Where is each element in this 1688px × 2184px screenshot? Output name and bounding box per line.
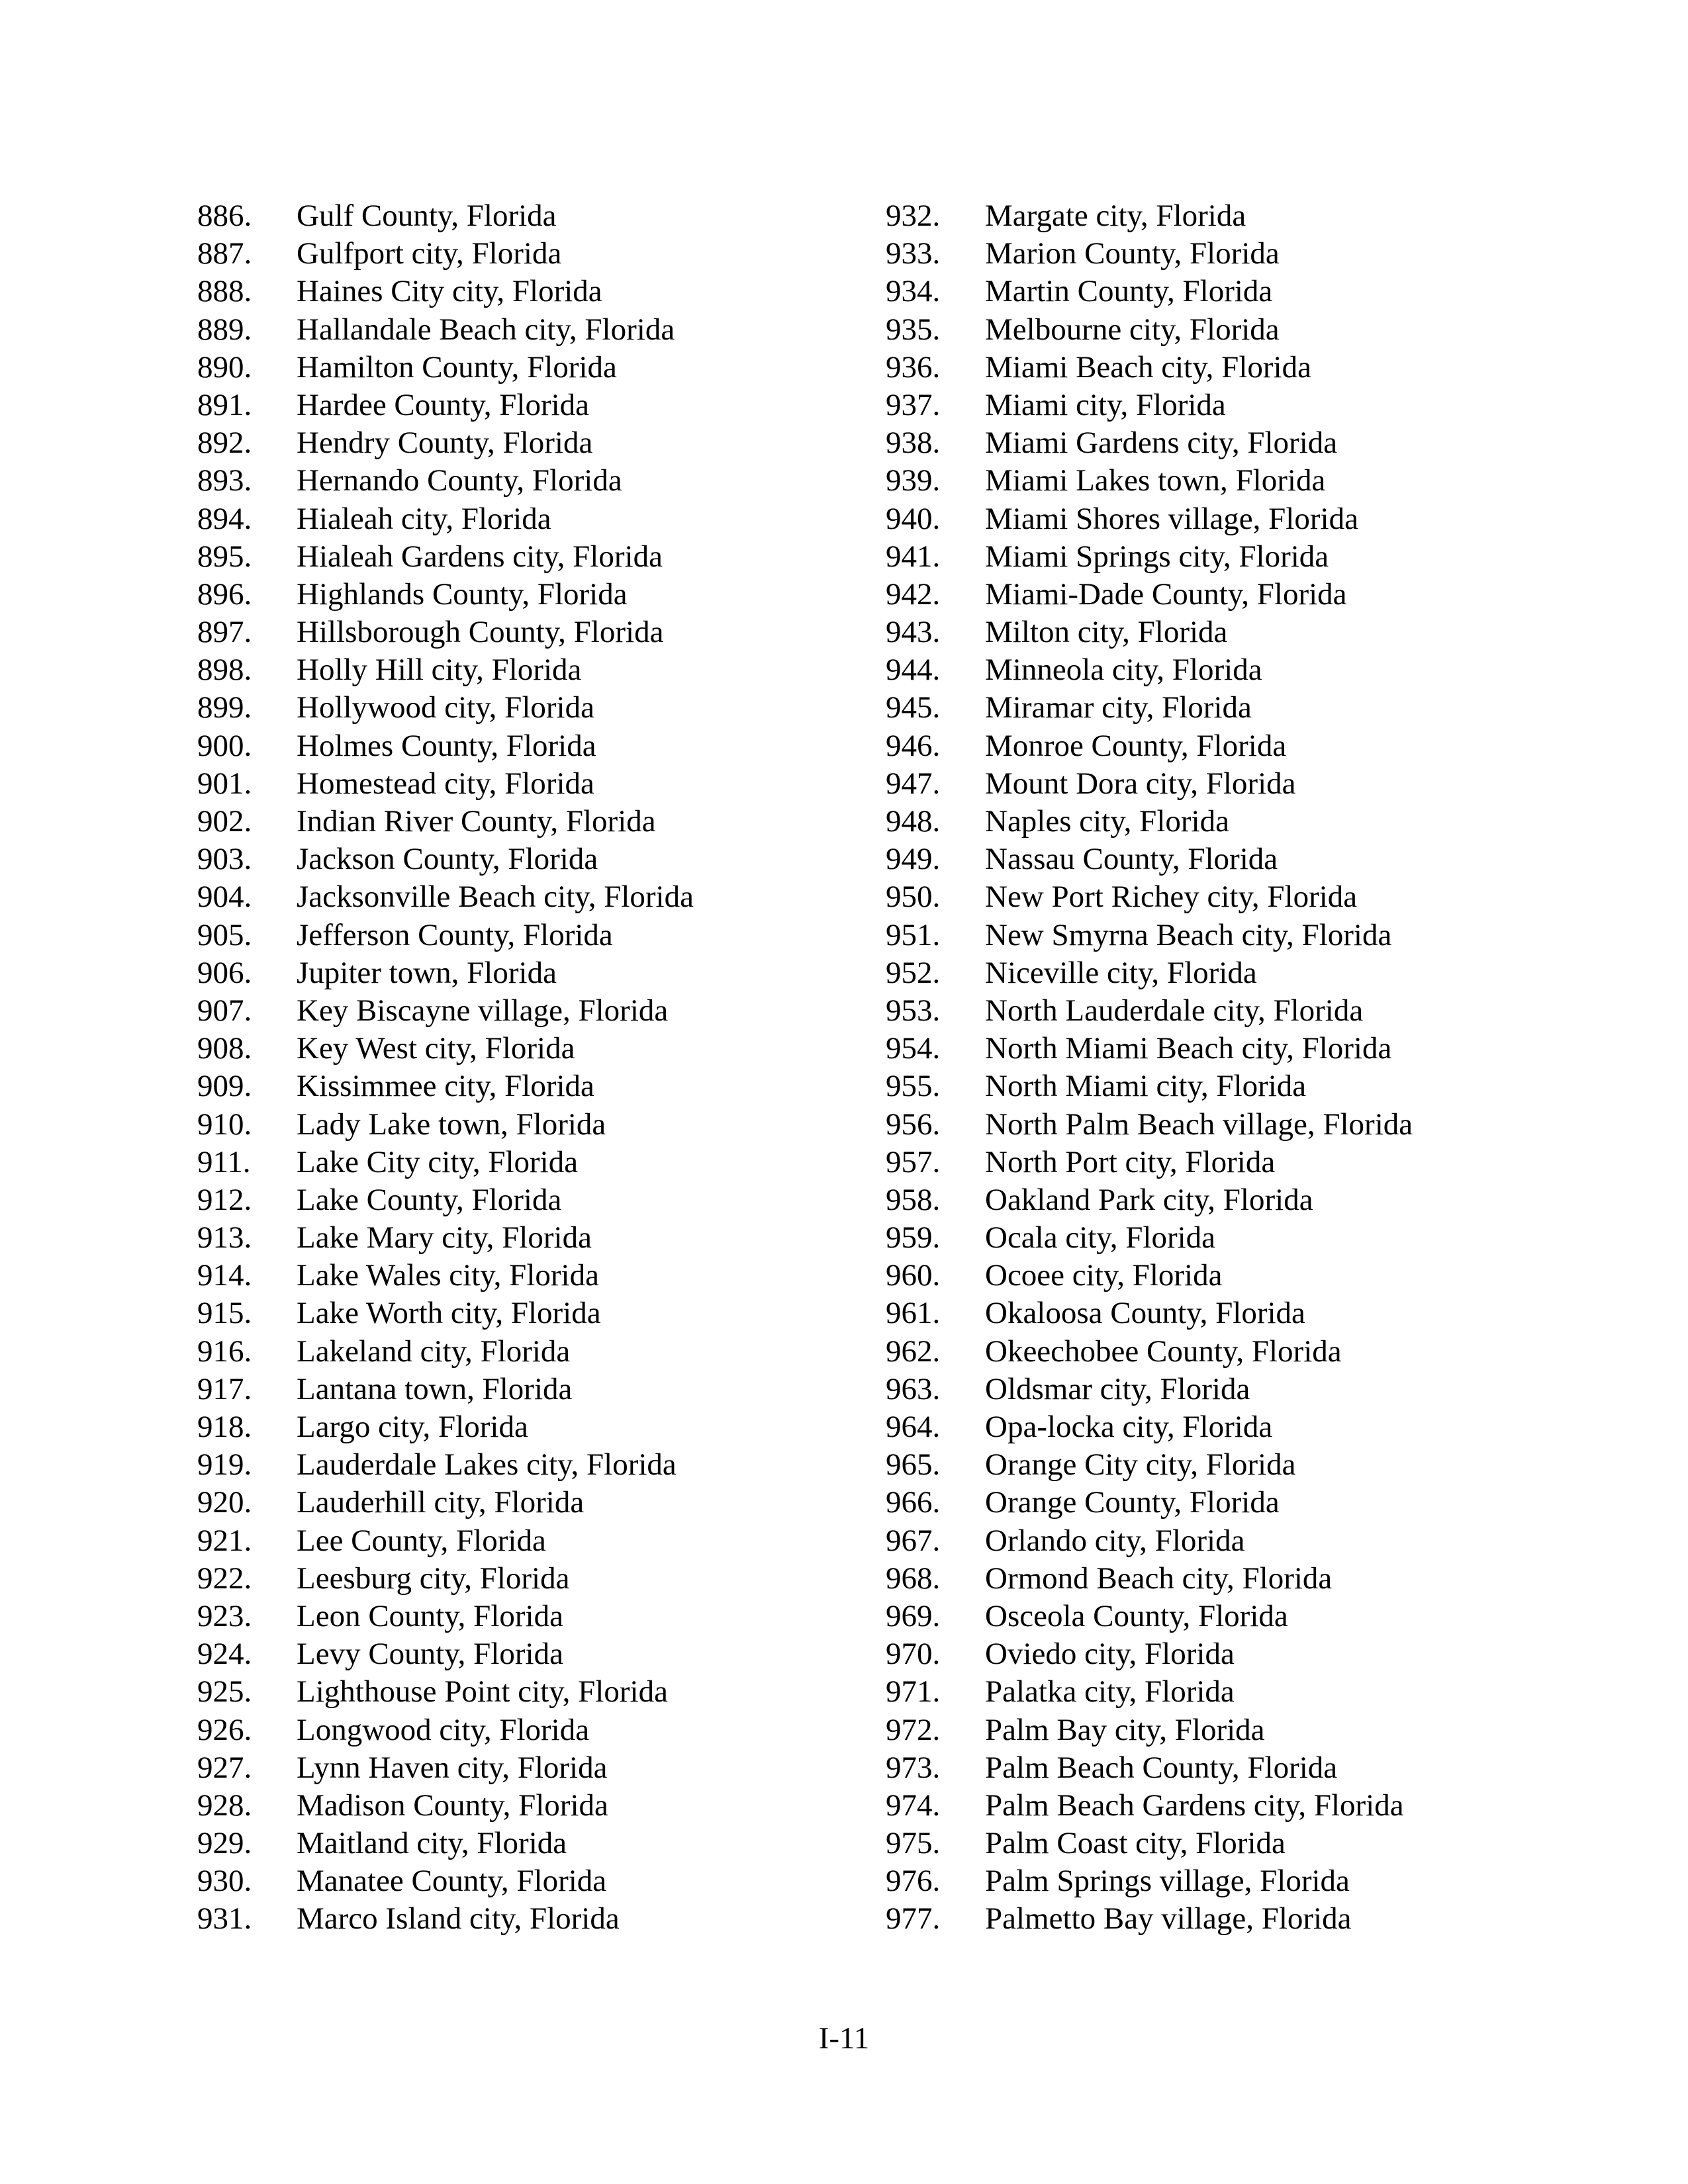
item-number: 918.	[197, 1410, 252, 1444]
list-item	[197, 1446, 859, 1484]
item-number: 886.	[197, 199, 252, 233]
item-number: 943.	[886, 615, 941, 650]
item-name: Lee County, Florida	[297, 1523, 546, 1558]
item-name: Miramar city, Florida	[985, 690, 1252, 725]
item-name: Leon County, Florida	[297, 1598, 563, 1633]
item-number: 974.	[886, 1788, 941, 1823]
list-item	[886, 1522, 1548, 1560]
item-name: Hardee County, Florida	[297, 387, 590, 422]
item-number: 908.	[197, 1031, 252, 1066]
item-number: 906.	[197, 955, 252, 990]
list-item	[886, 1598, 1548, 1635]
list-item	[197, 387, 859, 424]
item-number: 947.	[886, 766, 941, 801]
list-item	[197, 992, 859, 1030]
item-name: Ormond Beach city, Florida	[985, 1561, 1333, 1596]
item-name: Miami Lakes town, Florida	[985, 463, 1326, 498]
list-item	[886, 538, 1548, 576]
list-item	[886, 197, 1548, 235]
item-name: Orange County, Florida	[985, 1485, 1280, 1520]
item-name: Jackson County, Florida	[297, 842, 598, 877]
item-number: 969.	[886, 1598, 941, 1633]
list-item	[886, 1560, 1548, 1598]
item-name: Okaloosa County, Florida	[985, 1296, 1305, 1331]
item-name: Lady Lake town, Florida	[297, 1107, 606, 1142]
item-number: 900.	[197, 728, 252, 763]
item-number: 903.	[197, 842, 252, 877]
item-name: Homestead city, Florida	[297, 766, 594, 801]
item-name: Lynn Haven city, Florida	[297, 1750, 608, 1785]
item-number: 895.	[197, 539, 252, 574]
item-name: Margate city, Florida	[985, 199, 1246, 233]
list-item	[197, 538, 859, 576]
list-item	[197, 1144, 859, 1181]
item-name: Jacksonville Beach city, Florida	[297, 880, 694, 915]
list-item	[886, 1030, 1548, 1068]
item-name: Oldsmar city, Florida	[985, 1371, 1250, 1406]
item-number: 894.	[197, 501, 252, 536]
item-name: Indian River County, Florida	[297, 804, 656, 839]
item-number: 920.	[197, 1485, 252, 1520]
item-number: 914.	[197, 1258, 252, 1293]
item-name: Lake City city, Florida	[297, 1144, 579, 1179]
item-name: Lauderdale Lakes city, Florida	[297, 1447, 677, 1482]
list-item	[886, 1900, 1548, 1938]
list-item	[197, 273, 859, 310]
item-name: Miami Beach city, Florida	[985, 349, 1311, 385]
list-item	[197, 462, 859, 500]
list-item	[886, 1787, 1548, 1825]
list-item	[197, 1181, 859, 1219]
item-number: 888.	[197, 274, 252, 309]
item-number: 932.	[886, 199, 941, 233]
list-item	[886, 1749, 1548, 1787]
item-number: 905.	[197, 917, 252, 952]
item-number: 916.	[197, 1334, 252, 1369]
item-number: 941.	[886, 539, 941, 574]
list-item	[197, 1371, 859, 1408]
item-name: Marco Island city, Florida	[297, 1901, 620, 1936]
item-name: Niceville city, Florida	[985, 955, 1257, 990]
item-number: 917.	[197, 1371, 252, 1406]
item-number: 948.	[886, 804, 941, 839]
item-name: Gulf County, Florida	[297, 199, 557, 233]
item-number: 962.	[886, 1334, 941, 1369]
item-number: 940.	[886, 501, 941, 536]
item-number: 890.	[197, 349, 252, 385]
item-number: 927.	[197, 1750, 252, 1785]
item-name: Martin County, Florida	[985, 274, 1273, 309]
item-number: 968.	[886, 1561, 941, 1596]
item-number: 925.	[197, 1674, 252, 1709]
list-item	[886, 1219, 1548, 1257]
list-item	[886, 462, 1548, 500]
list-item	[886, 1408, 1548, 1446]
list-item	[886, 651, 1548, 689]
item-number: 930.	[197, 1864, 252, 1899]
item-name: Key West city, Florida	[297, 1031, 575, 1066]
item-name: Miami city, Florida	[985, 387, 1226, 422]
item-number: 902.	[197, 804, 252, 839]
item-number: 949.	[886, 842, 941, 877]
list-item	[197, 1635, 859, 1673]
item-number: 960.	[886, 1258, 941, 1293]
item-name: Palatka city, Florida	[985, 1674, 1235, 1709]
list-item	[197, 878, 859, 916]
item-number: 971.	[886, 1674, 941, 1709]
item-name: Lake County, Florida	[297, 1182, 562, 1217]
item-name: Hillsborough County, Florida	[297, 615, 664, 650]
item-name: Lighthouse Point city, Florida	[297, 1674, 668, 1709]
list-item	[886, 349, 1548, 387]
item-name: Largo city, Florida	[297, 1410, 528, 1444]
list-item	[886, 576, 1548, 614]
item-number: 963.	[886, 1371, 941, 1406]
item-number: 956.	[886, 1107, 941, 1142]
item-number: 893.	[197, 463, 252, 498]
item-number: 942.	[886, 576, 941, 612]
item-name: Osceola County, Florida	[985, 1598, 1288, 1633]
item-name: New Smyrna Beach city, Florida	[985, 917, 1392, 952]
item-number: 928.	[197, 1788, 252, 1823]
item-number: 959.	[886, 1220, 941, 1255]
item-number: 976.	[886, 1864, 941, 1899]
item-name: Maitland city, Florida	[297, 1826, 567, 1861]
item-number: 957.	[886, 1144, 941, 1179]
item-name: Palm Coast city, Florida	[985, 1826, 1286, 1861]
list-item	[886, 387, 1548, 424]
list-item	[886, 954, 1548, 992]
item-number: 953.	[886, 993, 941, 1028]
list-item	[197, 1749, 859, 1787]
item-name: Jupiter town, Florida	[297, 955, 557, 990]
item-number: 919.	[197, 1447, 252, 1482]
list-item	[886, 1106, 1548, 1144]
item-number: 915.	[197, 1296, 252, 1331]
list-item	[886, 1295, 1548, 1332]
item-name: Lakeland city, Florida	[297, 1334, 571, 1369]
list-item	[197, 954, 859, 992]
item-number: 946.	[886, 728, 941, 763]
item-number: 934.	[886, 274, 941, 309]
item-name: Hialeah Gardens city, Florida	[297, 539, 663, 574]
list-item	[197, 1711, 859, 1749]
item-number: 929.	[197, 1826, 252, 1861]
item-number: 901.	[197, 766, 252, 801]
list-item	[197, 1825, 859, 1862]
list-item	[886, 1144, 1548, 1181]
list-item	[197, 917, 859, 954]
item-name: Haines City city, Florida	[297, 274, 602, 309]
list-item	[886, 1068, 1548, 1105]
item-number: 911.	[197, 1144, 251, 1179]
item-name: Orlando city, Florida	[985, 1523, 1245, 1558]
item-name: Hallandale Beach city, Florida	[297, 312, 675, 347]
item-number: 967.	[886, 1523, 941, 1558]
list-item	[886, 1181, 1548, 1219]
list-item	[886, 765, 1548, 803]
item-name: Palm Bay city, Florida	[985, 1712, 1265, 1747]
item-name: Hernando County, Florida	[297, 463, 622, 498]
item-number: 899.	[197, 690, 252, 725]
list-item	[197, 1068, 859, 1105]
item-number: 923.	[197, 1598, 252, 1633]
list-item	[197, 803, 859, 841]
item-name: Palm Beach Gardens city, Florida	[985, 1788, 1404, 1823]
item-name: Lauderhill city, Florida	[297, 1485, 585, 1520]
item-name: Ocala city, Florida	[985, 1220, 1216, 1255]
item-number: 931.	[197, 1901, 252, 1936]
item-name: Holly Hill city, Florida	[297, 653, 582, 688]
item-number: 910.	[197, 1107, 252, 1142]
list-item	[197, 576, 859, 614]
item-number: 921.	[197, 1523, 252, 1558]
list-item	[886, 1484, 1548, 1522]
list-item	[886, 841, 1548, 878]
item-name: Gulfport city, Florida	[297, 236, 562, 271]
item-name: Madison County, Florida	[297, 1788, 608, 1823]
list-item	[197, 1333, 859, 1371]
item-name: Jefferson County, Florida	[297, 917, 613, 952]
item-number: 887.	[197, 236, 252, 271]
item-number: 933.	[886, 236, 941, 271]
item-number: 966.	[886, 1485, 941, 1520]
item-number: 892.	[197, 426, 252, 461]
list-item	[886, 689, 1548, 727]
right-column-list	[886, 197, 1548, 1938]
item-name: Palmetto Bay village, Florida	[985, 1901, 1352, 1936]
item-number: 936.	[886, 349, 941, 385]
item-number: 897.	[197, 615, 252, 650]
list-item	[886, 727, 1548, 765]
list-item	[197, 1219, 859, 1257]
item-number: 935.	[886, 312, 941, 347]
item-name: Mount Dora city, Florida	[985, 766, 1296, 801]
page-number: I-11	[818, 2021, 870, 2056]
item-name: Holmes County, Florida	[297, 728, 596, 763]
item-number: 907.	[197, 993, 252, 1028]
list-item	[197, 765, 859, 803]
item-name: Miami Springs city, Florida	[985, 539, 1329, 574]
item-number: 938.	[886, 426, 941, 461]
item-name: Palm Beach County, Florida	[985, 1750, 1338, 1785]
item-number: 972.	[886, 1712, 941, 1747]
list-item	[197, 689, 859, 727]
list-item	[886, 1862, 1548, 1900]
item-name: Hamilton County, Florida	[297, 349, 617, 385]
item-name: Oviedo city, Florida	[985, 1637, 1235, 1672]
item-name: Orange City city, Florida	[985, 1447, 1296, 1482]
list-item	[197, 727, 859, 765]
item-name: North Miami Beach city, Florida	[985, 1031, 1392, 1066]
list-item	[197, 614, 859, 651]
list-item	[886, 311, 1548, 349]
item-number: 937.	[886, 387, 941, 422]
list-item	[886, 803, 1548, 841]
item-name: Hendry County, Florida	[297, 426, 593, 461]
list-item	[197, 1106, 859, 1144]
item-name: Marion County, Florida	[985, 236, 1280, 271]
item-number: 924.	[197, 1637, 252, 1672]
list-item	[886, 917, 1548, 954]
list-item	[886, 235, 1548, 273]
item-name: Naples city, Florida	[985, 804, 1229, 839]
item-number: 973.	[886, 1750, 941, 1785]
item-name: Hialeah city, Florida	[297, 501, 551, 536]
list-item	[197, 424, 859, 462]
item-number: 977.	[886, 1901, 941, 1936]
list-item	[197, 1787, 859, 1825]
item-name: Melbourne city, Florida	[985, 312, 1280, 347]
item-name: Nassau County, Florida	[985, 842, 1278, 877]
item-name: Miami Gardens city, Florida	[985, 426, 1338, 461]
list-item	[886, 1257, 1548, 1295]
item-name: Lake Mary city, Florida	[297, 1220, 592, 1255]
list-item	[197, 1408, 859, 1446]
item-number: 961.	[886, 1296, 941, 1331]
list-item	[886, 1711, 1548, 1749]
item-number: 954.	[886, 1031, 941, 1066]
list-item	[886, 1825, 1548, 1862]
item-name: Palm Springs village, Florida	[985, 1864, 1350, 1899]
list-item	[197, 841, 859, 878]
item-name: Key Biscayne village, Florida	[297, 993, 669, 1028]
list-item	[886, 1333, 1548, 1371]
list-item	[197, 349, 859, 387]
list-item	[197, 1673, 859, 1711]
item-name: Highlands County, Florida	[297, 576, 628, 612]
item-name: Oakland Park city, Florida	[985, 1182, 1313, 1217]
item-number: 898.	[197, 653, 252, 688]
list-item	[197, 1862, 859, 1900]
list-item	[197, 1257, 859, 1295]
list-item	[197, 1900, 859, 1938]
list-item	[197, 1295, 859, 1332]
item-number: 913.	[197, 1220, 252, 1255]
item-name: Ocoee city, Florida	[985, 1258, 1223, 1293]
item-number: 950.	[886, 880, 941, 915]
list-item	[197, 500, 859, 538]
item-number: 958.	[886, 1182, 941, 1217]
list-item	[197, 1484, 859, 1522]
item-name: Monroe County, Florida	[985, 728, 1287, 763]
list-item	[886, 614, 1548, 651]
item-number: 889.	[197, 312, 252, 347]
list-item	[886, 424, 1548, 462]
list-item	[197, 1560, 859, 1598]
item-name: North Palm Beach village, Florida	[985, 1107, 1413, 1142]
item-name: Milton city, Florida	[985, 615, 1228, 650]
item-name: North Miami city, Florida	[985, 1069, 1307, 1104]
list-item	[197, 651, 859, 689]
list-item	[886, 1635, 1548, 1673]
item-number: 896.	[197, 576, 252, 612]
item-number: 944.	[886, 653, 941, 688]
item-number: 975.	[886, 1826, 941, 1861]
list-item	[197, 311, 859, 349]
item-name: Miami-Dade County, Florida	[985, 576, 1347, 612]
item-number: 945.	[886, 690, 941, 725]
item-number: 912.	[197, 1182, 252, 1217]
list-item	[886, 878, 1548, 916]
item-number: 904.	[197, 880, 252, 915]
item-name: Lantana town, Florida	[297, 1371, 573, 1406]
list-item	[197, 1522, 859, 1560]
item-name: North Lauderdale city, Florida	[985, 993, 1364, 1028]
list-item	[197, 235, 859, 273]
list-item	[886, 500, 1548, 538]
item-name: Okeechobee County, Florida	[985, 1334, 1342, 1369]
item-name: Hollywood city, Florida	[297, 690, 594, 725]
item-number: 939.	[886, 463, 941, 498]
item-number: 951.	[886, 917, 941, 952]
item-number: 909.	[197, 1069, 252, 1104]
item-number: 891.	[197, 387, 252, 422]
list-item	[197, 1030, 859, 1068]
item-name: Opa-locka city, Florida	[985, 1410, 1273, 1444]
list-item	[197, 197, 859, 235]
list-item	[886, 1673, 1548, 1711]
item-number: 965.	[886, 1447, 941, 1482]
item-name: New Port Richey city, Florida	[985, 880, 1358, 915]
item-number: 952.	[886, 955, 941, 990]
item-number: 955.	[886, 1069, 941, 1104]
left-column-list	[197, 197, 859, 1938]
list-item	[197, 1598, 859, 1635]
list-item	[886, 1371, 1548, 1408]
list-item	[886, 1446, 1548, 1484]
item-name: Lake Worth city, Florida	[297, 1296, 601, 1331]
item-name: Manatee County, Florida	[297, 1864, 607, 1899]
item-name: Leesburg city, Florida	[297, 1561, 570, 1596]
item-name: Longwood city, Florida	[297, 1712, 590, 1747]
list-item	[886, 273, 1548, 310]
item-name: Lake Wales city, Florida	[297, 1258, 599, 1293]
item-name: Levy County, Florida	[297, 1637, 563, 1672]
item-name: Miami Shores village, Florida	[985, 501, 1358, 536]
item-number: 926.	[197, 1712, 252, 1747]
list-item	[886, 992, 1548, 1030]
item-number: 922.	[197, 1561, 252, 1596]
item-name: North Port city, Florida	[985, 1144, 1276, 1179]
item-name: Minneola city, Florida	[985, 653, 1262, 688]
item-number: 964.	[886, 1410, 941, 1444]
item-name: Kissimmee city, Florida	[297, 1069, 594, 1104]
item-number: 970.	[886, 1637, 941, 1672]
